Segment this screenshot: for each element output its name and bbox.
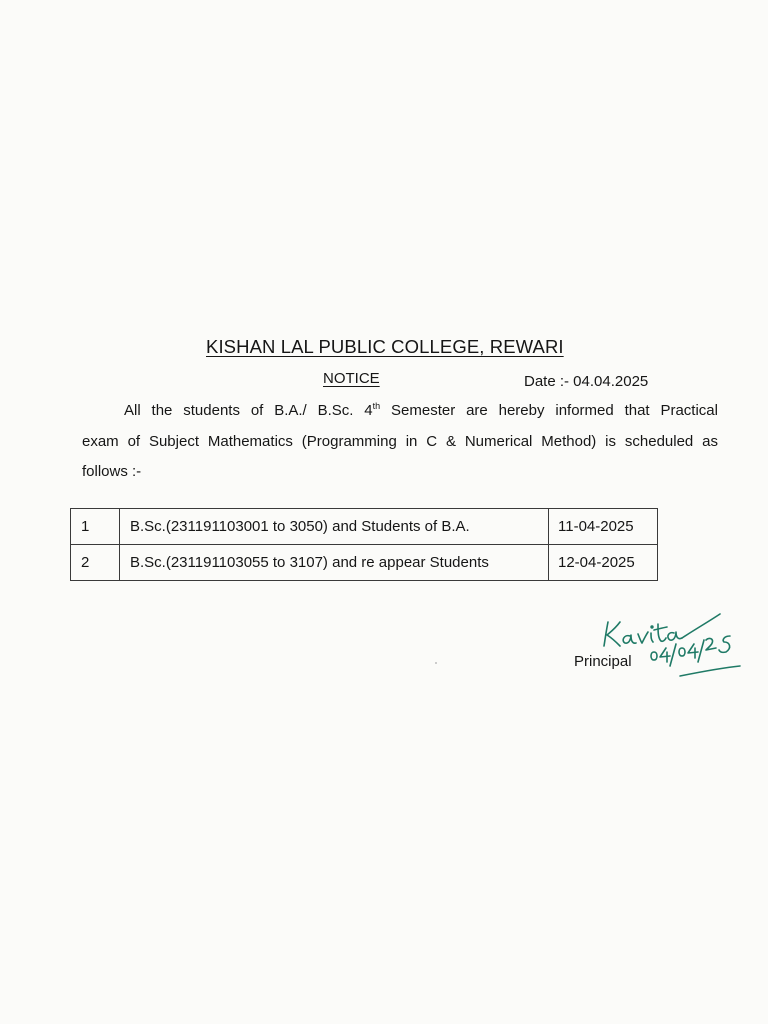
batch-cell: B.Sc.(231191103001 to 3050) and Students of B.A. [120, 509, 549, 545]
body-line-1-start: All the students of B.A./ B.Sc. 4 [124, 402, 373, 419]
notice-body-line-1 [124, 402, 718, 419]
notice-date: Date :- 04.04.2025 [524, 373, 649, 390]
exam-date-cell: 12-04-2025 [549, 545, 658, 581]
serial-number-cell: 1 [71, 509, 120, 545]
signatory-title: Principal [574, 653, 632, 670]
schedule-table [70, 508, 658, 581]
table-row [71, 545, 658, 581]
ordinal-suffix: th [372, 401, 381, 411]
batch-cell: B.Sc.(231191103055 to 3107) and re appear Students [120, 545, 549, 581]
college-name: KISHAN LAL PUBLIC COLLEGE, REWARI [206, 336, 564, 357]
table-row [71, 509, 658, 545]
body-line-1-end: Semester are hereby informed that Practical [380, 402, 718, 419]
notice-body-line-3: follows :- [82, 463, 142, 480]
notice-heading: NOTICE [323, 370, 380, 387]
paper-speck [435, 662, 437, 664]
serial-number-cell: 2 [71, 545, 120, 581]
notice-body-line-2: exam of Subject Mathematics (Programming in C & Numerical Method) is scheduled as [82, 433, 718, 450]
exam-date-cell: 11-04-2025 [549, 509, 658, 545]
